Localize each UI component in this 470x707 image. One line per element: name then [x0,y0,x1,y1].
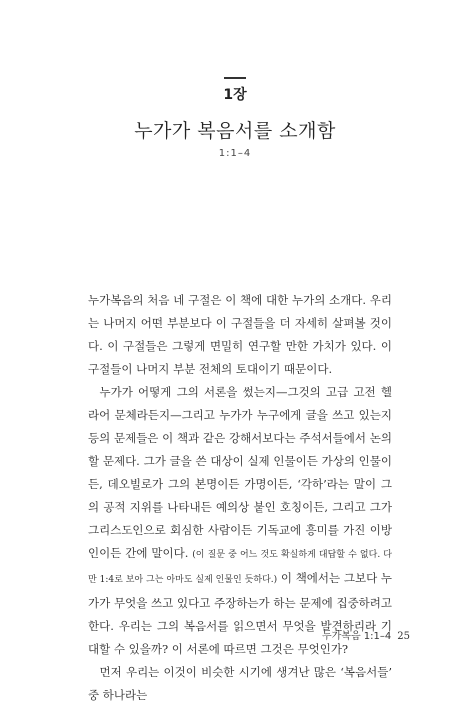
paragraph-2 [88,381,392,661]
paragraph-2-text: 누가가 어떻게 그의 서론을 썼는지—그것의 고급 고전 헬라어 문체라든지—그리고 누가가 누구에게 글을 쓰고 있는지 등의 문제들은 이 책과 같은 강해서보다는 주석서들에서 논의할 문제다. 그가 글을 쓴 대상이 실제 인물이든 가상의 인물이든, 데오빌로가 그의 본명이든 가명이든, ‘각하’라는 말이 그의 공적 지위를 나타내든 예의상 붙인 호칭이든, 그리고 그가 그리스도인으로 회심한 사람이든 기독교에 흥미를 가진 이방인이든 간에 말이다. [88,385,392,560]
running-head: 누가복음 1:1–4 [321,631,392,642]
paragraph-2-tail: 이 책에서는 그보다 누가가 무엇을 쓰고 있다고 주장하는가 하는 문제에 집중하려고 한다. 우리는 그의 복음서를 읽으면서 무엇을 발견하리라 기대할 수 있을까? 이 서론에 따르면 그것은 무엇인가? [88,571,393,656]
paragraph-1-text: 누가복음의 처음 네 구절은 이 책에 대한 누가의 소개다. 우리는 나머지 어떤 부분보다 이 구절들을 더 자세히 살펴볼 것이다. 이 구절들은 그렇게 면밀히 연구할 만한 가치가 있다. 이 구절들이 나머지 부분 전체의 토대이기 때문이다. [88,293,392,376]
chapter-rule [224,77,246,79]
paragraph-3 [88,661,392,707]
chapter-title: 누가가 복음서를 소개함 [134,120,336,142]
chapter-label: 1장 [223,87,247,103]
body-text [88,289,392,707]
chapter-reference: 1:1–4 [218,148,252,159]
paragraph-2-note: (이 질문 중 어느 것도 확실하게 대답할 수 없다. 다만 1:4로 보아 그는 아마도 실제 인물인 듯하다.) [88,550,392,585]
paragraph-3-text: 먼저 우리는 이것이 비슷한 시기에 생겨난 많은 ‘복음서들’ 중 하나라는 [88,665,392,702]
page-number: 25 [397,631,410,642]
page-footer [322,627,410,642]
paragraph-1 [88,289,392,381]
